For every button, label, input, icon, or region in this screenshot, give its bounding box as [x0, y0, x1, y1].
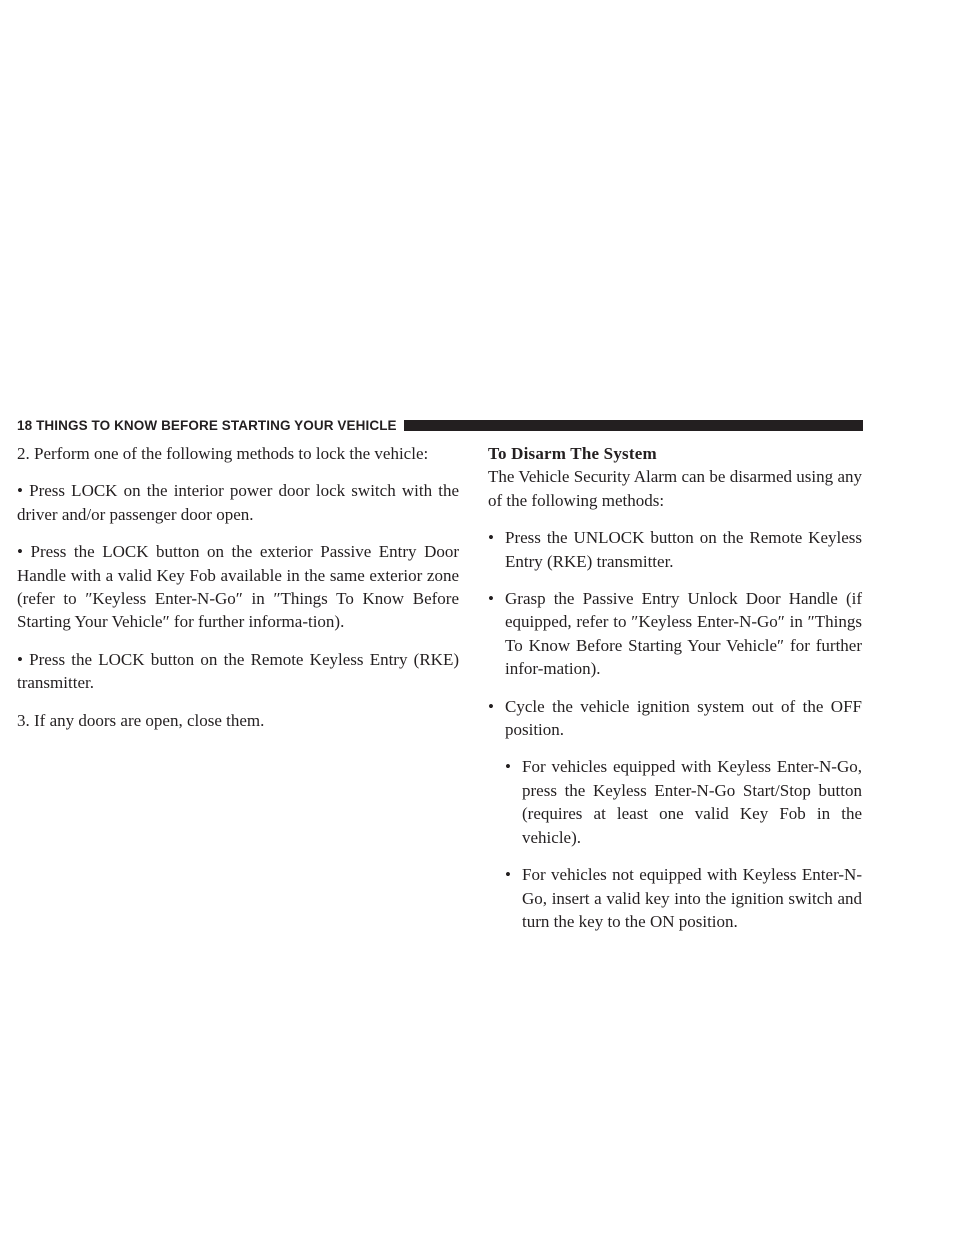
- header-rule: [404, 420, 863, 431]
- right-column: [488, 442, 862, 947]
- sub-bullet-2: [505, 863, 862, 933]
- bullet-glyph: •: [17, 542, 23, 562]
- sub-bullet-1-text: For vehicles equipped with Keyless Enter-N-Go, press the Keyless Enter-N-Go Start/Stop button (requires at least one valid Key Fob in the vehicle).: [522, 757, 862, 847]
- step-3-text: 3. If any doors are open, close them.: [17, 710, 265, 730]
- left-bullet-1: [17, 479, 459, 526]
- sub-bullet-2-text: For vehicles not equipped with Keyless Enter-N-Go, insert a valid key into the ignition switch and turn the key to the ON position.: [522, 865, 862, 931]
- bullet-glyph: •: [488, 696, 494, 716]
- right-bullet-3: [488, 695, 862, 742]
- bullet-glyph: •: [505, 865, 511, 885]
- left-bullet-2-text: Press the LOCK button on the exterior Passive Entry Door Handle with a valid Key Fob available in the same exterior zone (refer to ″Keyless Enter-N-Go″ in ″Things To Know Before Starting Your Vehicle″ for further informa-tion).: [17, 542, 460, 632]
- bullet-glyph: •: [17, 649, 23, 669]
- page-header-text: [17, 418, 397, 433]
- left-column: [17, 442, 459, 746]
- bullet-glyph: •: [505, 757, 511, 777]
- section-heading: To Disarm The System: [488, 444, 657, 463]
- right-bullet-1: [488, 526, 862, 573]
- left-bullet-3: [17, 648, 459, 695]
- intro-text: The Vehicle Security Alarm can be disarmed using any of the following methods:: [488, 467, 862, 510]
- right-bullet-2-text: Grasp the Passive Entry Unlock Door Handle (if equipped, refer to ″Keyless Enter-N-Go″ in ″Things To Know Before Starting Your Vehicle″ for further infor-mation).: [505, 589, 862, 679]
- bullet-glyph: •: [488, 589, 494, 609]
- right-bullet-3-text: Cycle the vehicle ignition system out of the OFF position.: [505, 696, 862, 740]
- bullet-glyph: •: [488, 528, 494, 548]
- bullet-glyph: •: [17, 481, 23, 501]
- right-bullet-2: [488, 587, 862, 681]
- left-bullet-3-text: Press the LOCK button on the Remote Keyless Entry (RKE) transmitter.: [17, 649, 459, 693]
- left-bullet-2: [17, 540, 459, 634]
- page-number: 18: [17, 418, 33, 433]
- left-bullet-1-text: Press LOCK on the interior power door lock switch with the driver and/or passenger door open.: [17, 481, 460, 524]
- sub-bullet-1: [505, 755, 862, 849]
- right-bullet-1-text: Press the UNLOCK button on the Remote Keyless Entry (RKE) transmitter.: [505, 528, 862, 571]
- step-2-text: 2. Perform one of the following methods to lock the vehicle:: [17, 444, 429, 463]
- section-title: THINGS TO KNOW BEFORE STARTING YOUR VEHICLE: [36, 418, 397, 433]
- page-header: [17, 417, 863, 434]
